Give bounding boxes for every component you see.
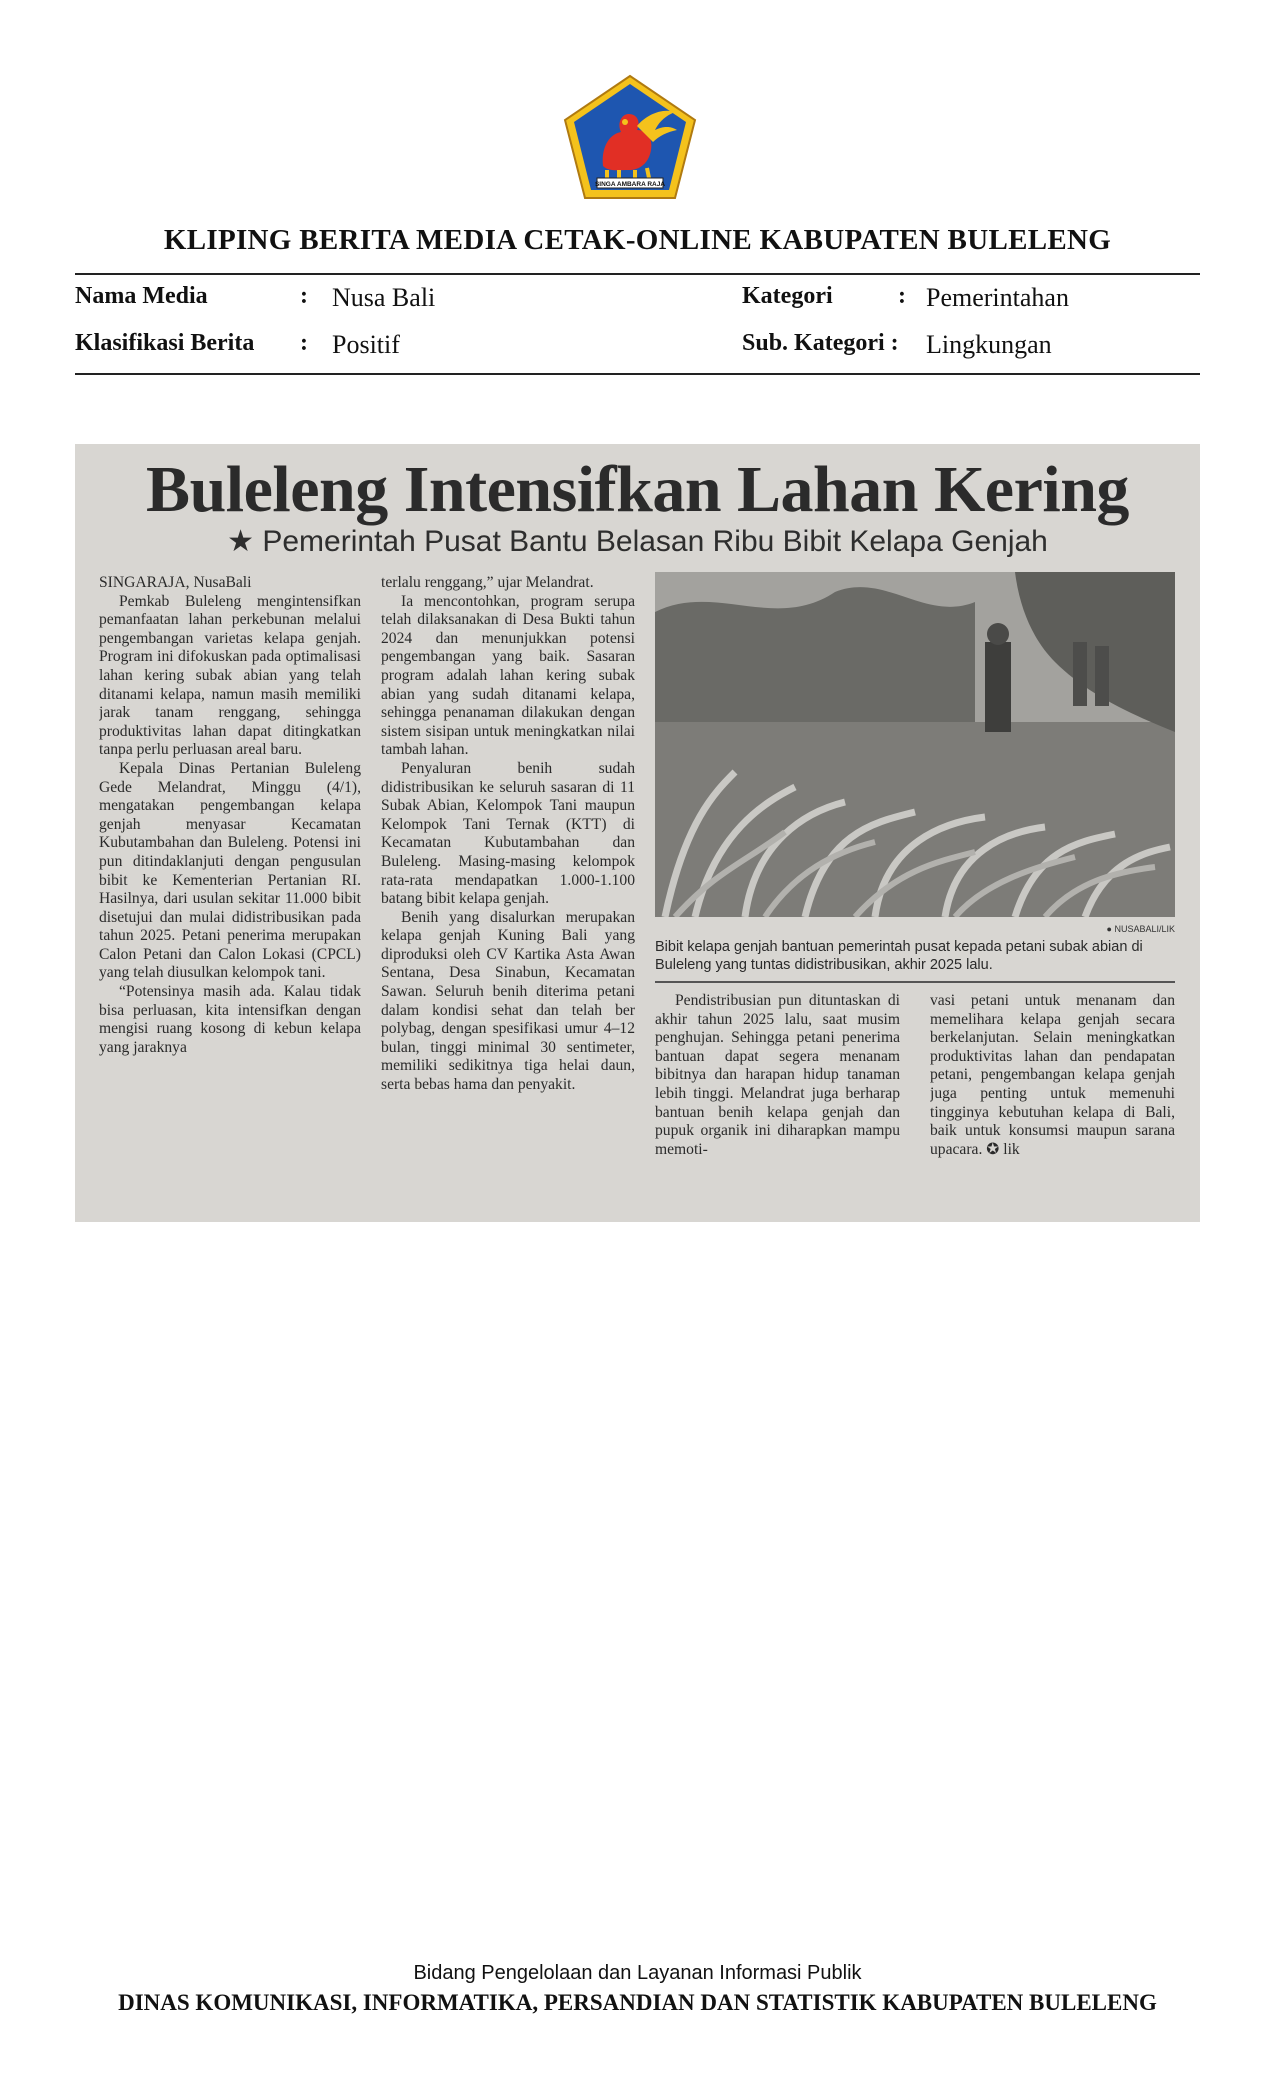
kategori-value: Pemerintahan xyxy=(926,283,1069,312)
article-paragraph: Ia mencontohkan, program serupa telah dilaksanakan di Desa Bukti tahun 2024 dan menunjukkan potensi pengembangan yang baik. Sasaran program adalah lahan kering subak abian yang sudah ditanami kelapa, sehingga penanaman dilakukan dengan sistem sisipan untuk meningkatkan nilai tambah lahan. xyxy=(381,592,635,759)
article-paragraph: Kepala Dinas Pertanian Buleleng Gede Melandrat, Minggu (4/1), mengatakan pengembangan kelapa genjah menyasar Kecamatan Kubutambahan dan Buleleng. Potensi ini pun ditindaklanjuti dengan pengusulan bibit ke Kementerian Pertanian RI. Hasilnya, dari usulan sekitar 11.000 bibit disetujui dan mulai didistribusikan pada tahun 2025. Petani penerima merupakan Calon Petani dan Calon Lokasi (CPCL) yang telah diusulkan kelompok tani. xyxy=(99,759,361,982)
kategori-colon: : xyxy=(898,283,906,309)
header-bottom-rule xyxy=(75,373,1200,375)
newspaper-clipping xyxy=(75,444,1200,1222)
article-column-3 xyxy=(655,992,900,1214)
article-paragraph: Pemkab Buleleng mengintensifkan pemanfaatan lahan perkebunan melalui pengembangan varietas kelapa genjah. Program ini difokuskan pada optimalisasi lahan kering subak abian yang telah ditanami kelapa, namun masih memiliki jarak tanam renggang, sehingga produktivitas lahan dapat ditingkatkan tanpa perlu perluasan areal baru. xyxy=(99,592,361,759)
article-paragraph: vasi petani untuk menanam dan memelihara kelapa genjah secara berkelanjutan. Selain meningkatkan produktivitas lahan dan pendapatan petani, pengembangan kelapa genjah juga penting untuk memenuhi tingginya kebutuhan kelapa di Bali, baik untuk konsumsi maupun sarana upacara. ✪ lik xyxy=(930,992,1175,1158)
klasifikasi-colon: : xyxy=(300,330,308,356)
article-paragraph: terlalu renggang,” ujar Melandrat. xyxy=(381,574,594,591)
article-column-4 xyxy=(930,992,1175,1214)
media-colon: : xyxy=(300,283,308,309)
article-column-2 xyxy=(381,574,635,1214)
article-paragraph: Benih yang disalurkan merupakan kelapa genjah Kuning Bali yang diproduksi oleh CV Kartika Asta Awan Sentana, Desa Sinabun, Kecamatan Sawan. Seluruh benih diterima petani dalam kondisi sehat dan telah ber polybag, dengan spesifikasi umur 4–12 bulan, tinggi minimal 30 sentimeter, memiliki sedikitnya tiga helai daun, serta bebas hama dan penyakit. xyxy=(381,908,635,1094)
header-top-rule xyxy=(75,273,1200,275)
footer-agency: DINAS KOMUNIKASI, INFORMATIKA, PERSANDIAN DAN STATISTIK KABUPATEN BULELENG xyxy=(118,1990,1157,2015)
caption-divider xyxy=(655,981,1175,983)
article-photo xyxy=(655,572,1175,917)
klasifikasi-value: Positif xyxy=(332,330,400,359)
logo-text: SINGA AMBARA RAJA xyxy=(594,181,666,188)
media-label: Nama Media xyxy=(75,283,208,309)
clipping-subheadline: ★ Pemerintah Pusat Bantu Belasan Ribu Bibit Kelapa Genjah xyxy=(227,525,1048,558)
article-paragraph: Penyaluran benih sudah didistribusikan ke seluruh sasaran di 11 Subak Abian, Kelompok Tani maupun Kelompok Tani Ternak (KTT) di Kecamatan Kubutambahan dan Buleleng. Masing-masing kelompok rata-rata mendapatkan 1.000-1.100 batang bibit kelapa genjah. xyxy=(381,759,635,908)
media-value: Nusa Bali xyxy=(332,283,436,312)
footer-division: Bidang Pengelolaan dan Layanan Informasi Publik xyxy=(413,1962,862,1984)
article-paragraph: Pendistribusian pun dituntaskan di akhir tahun 2025 lalu, saat musim penghujan. Sehingga petani penerima bantuan dapat segera menanam bibitnya dan harapan hidup tanaman lebih tinggi. Melandrat juga berharap bantuan benih kelapa genjah dan pupuk organik ini diharapkan mampu memoti- xyxy=(655,992,900,1158)
photo-caption: Bibit kelapa genjah bantuan pemerintah pusat kepada petani subak abian di Buleleng yang tuntas didistribusikan, akhir 2025 lalu. xyxy=(655,939,1143,973)
subkategori-value: Lingkungan xyxy=(926,330,1052,359)
singa-ambara-raja-logo xyxy=(563,74,697,200)
klasifikasi-label: Klasifikasi Berita xyxy=(75,330,255,356)
clipping-headline: Buleleng Intensifkan Lahan Kering xyxy=(146,453,1129,526)
article-dateline: SINGARAJA, NusaBali xyxy=(99,574,252,591)
article-paragraph: “Potensinya masih ada. Kalau tidak bisa perluasan, kita intensifkan dengan mengisi ruang kosong di kebun kelapa yang jaraknya xyxy=(99,983,361,1056)
subkategori-label: Sub. Kategori : xyxy=(742,330,899,356)
document-title: KLIPING BERITA MEDIA CETAK-ONLINE KABUPATEN BULELENG xyxy=(163,224,1112,256)
photo-credit: ● NUSABALI/LIK xyxy=(1106,924,1175,934)
article-column-1 xyxy=(99,574,361,1214)
kategori-label: Kategori xyxy=(742,283,833,309)
